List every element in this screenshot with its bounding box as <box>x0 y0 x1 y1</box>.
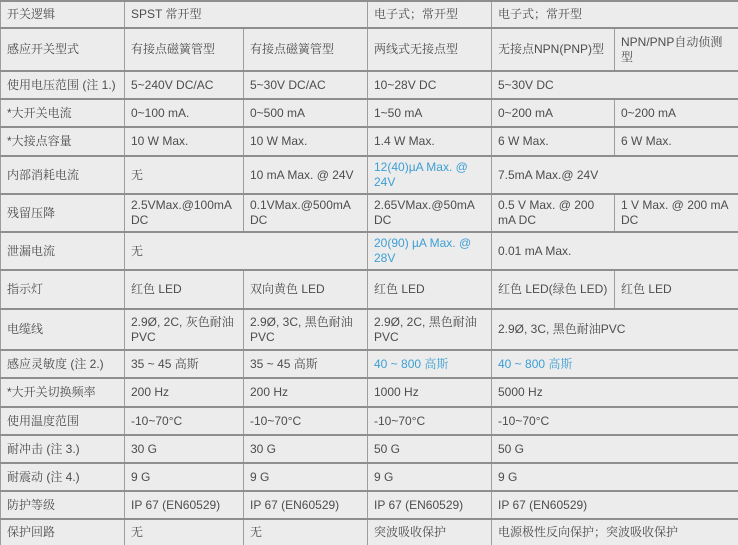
spec-cell: 2.9Ø, 2C, 黑色耐油PVC <box>368 309 492 350</box>
spec-cell: 5000 Hz <box>492 378 738 407</box>
spec-cell: 两线式无接点型 <box>368 28 492 71</box>
row-label: *大开关切换频率 <box>1 378 125 407</box>
spec-cell: 30 G <box>125 435 244 463</box>
spec-cell: 5~30V DC/AC <box>244 71 368 99</box>
spec-cell: 0~100 mA. <box>125 99 244 127</box>
spec-cell: 40 ~ 800 高斯 <box>492 350 738 378</box>
spec-cell: 1~50 mA <box>368 99 492 127</box>
row-label: 耐震动 (注 4.) <box>1 463 125 491</box>
spec-cell: 200 Hz <box>125 378 244 407</box>
spec-cell: 0~500 mA <box>244 99 368 127</box>
table-row <box>1 463 738 491</box>
table-row <box>1 491 738 519</box>
spec-cell: 0~200 mA <box>492 99 615 127</box>
spec-cell: 10~28V DC <box>368 71 492 99</box>
spec-cell: IP 67 (EN60529) <box>244 491 368 519</box>
spec-cell: 1 V Max. @ 200 mA DC <box>615 194 738 232</box>
table-row <box>1 378 738 407</box>
spec-cell: 200 Hz <box>244 378 368 407</box>
row-label: 使用温度范围 <box>1 407 125 435</box>
table-row <box>1 270 738 309</box>
spec-cell: 2.5VMax.@100mA DC <box>125 194 244 232</box>
table-row <box>1 28 738 71</box>
spec-cell: 0~200 mA <box>615 99 738 127</box>
spec-cell: 无 <box>125 156 244 194</box>
table-row <box>1 194 738 232</box>
spec-cell: 40 ~ 800 高斯 <box>368 350 492 378</box>
spec-cell: 电子式；常开型 <box>368 1 492 28</box>
table-row <box>1 309 738 350</box>
spec-table-body <box>1 1 738 545</box>
spec-cell: 1.4 W Max. <box>368 127 492 156</box>
spec-cell: IP 67 (EN60529) <box>368 491 492 519</box>
spec-cell: -10~70°C <box>125 407 244 435</box>
table-row <box>1 407 738 435</box>
spec-cell: 10 W Max. <box>125 127 244 156</box>
table-row <box>1 71 738 99</box>
spec-cell: 红色 LED <box>125 270 244 309</box>
spec-cell: 有接点磁簧管型 <box>125 28 244 71</box>
row-label: *大开关电流 <box>1 99 125 127</box>
table-row <box>1 232 738 270</box>
row-label: 泄漏电流 <box>1 232 125 270</box>
spec-cell: 10 mA Max. @ 24V <box>244 156 368 194</box>
spec-cell: 9 G <box>125 463 244 491</box>
spec-cell: 7.5mA Max.@ 24V <box>492 156 738 194</box>
spec-cell: 红色 LED <box>368 270 492 309</box>
spec-cell: 0.5 V Max. @ 200 mA DC <box>492 194 615 232</box>
spec-cell: 2.9Ø, 3C, 黑色耐油PVC <box>492 309 738 350</box>
table-row <box>1 127 738 156</box>
spec-cell: 2.9Ø, 3C, 黑色耐油 PVC <box>244 309 368 350</box>
spec-cell: 2.65VMax.@50mA DC <box>368 194 492 232</box>
row-label: 电缆线 <box>1 309 125 350</box>
spec-cell: -10~70°C <box>492 407 738 435</box>
spec-cell: IP 67 (EN60529) <box>492 491 738 519</box>
row-label: 使用电压范围 (注 1.) <box>1 71 125 99</box>
row-label: 防护等级 <box>1 491 125 519</box>
row-label: 内部消耗电流 <box>1 156 125 194</box>
row-label: 感应开关型式 <box>1 28 125 71</box>
table-row <box>1 1 738 28</box>
spec-cell: IP 67 (EN60529) <box>125 491 244 519</box>
spec-cell: 20(90) µA Max. @ 28V <box>368 232 492 270</box>
table-row <box>1 350 738 378</box>
spec-cell: 0.01 mA Max. <box>492 232 738 270</box>
spec-cell: 无 <box>125 519 244 545</box>
spec-cell: 9 G <box>492 463 738 491</box>
spec-cell: 突波吸收保护 <box>368 519 492 545</box>
spec-cell: 50 G <box>368 435 492 463</box>
spec-cell: 0.1VMax.@500mA DC <box>244 194 368 232</box>
spec-cell: 50 G <box>492 435 738 463</box>
spec-cell: 红色 LED(绿色 LED) <box>492 270 615 309</box>
spec-cell: 有接点磁簧管型 <box>244 28 368 71</box>
table-row <box>1 156 738 194</box>
spec-cell: 35 ~ 45 高斯 <box>125 350 244 378</box>
spec-cell: 10 W Max. <box>244 127 368 156</box>
row-label: 残留压降 <box>1 194 125 232</box>
spec-cell: 9 G <box>244 463 368 491</box>
spec-cell: 无 <box>125 232 368 270</box>
spec-cell: 无 <box>244 519 368 545</box>
spec-cell: 5~240V DC/AC <box>125 71 244 99</box>
spec-cell: 电子式；常开型 <box>492 1 738 28</box>
row-label: 感应灵敏度 (注 2.) <box>1 350 125 378</box>
spec-cell: 无接点NPN(PNP)型 <box>492 28 615 71</box>
spec-cell: -10~70°C <box>244 407 368 435</box>
spec-cell: 1000 Hz <box>368 378 492 407</box>
row-label: 开关逻辑 <box>1 1 125 28</box>
spec-cell: 红色 LED <box>615 270 738 309</box>
row-label: 耐冲击 (注 3.) <box>1 435 125 463</box>
table-row <box>1 435 738 463</box>
spec-cell: 6 W Max. <box>492 127 615 156</box>
spec-cell: -10~70°C <box>368 407 492 435</box>
table-row <box>1 519 738 545</box>
spec-cell: 5~30V DC <box>492 71 738 99</box>
row-label: *大接点容量 <box>1 127 125 156</box>
spec-cell: 35 ~ 45 高斯 <box>244 350 368 378</box>
spec-cell: 30 G <box>244 435 368 463</box>
row-label: 保护回路 <box>1 519 125 545</box>
table-row <box>1 99 738 127</box>
row-label: 指示灯 <box>1 270 125 309</box>
spec-cell: 电源极性反向保护；突波吸收保护 <box>492 519 738 545</box>
spec-cell: SPST 常开型 <box>125 1 368 28</box>
spec-cell: 6 W Max. <box>615 127 738 156</box>
spec-cell: 12(40)µA Max. @ 24V <box>368 156 492 194</box>
spec-cell: 2.9Ø, 2C, 灰色耐油 PVC <box>125 309 244 350</box>
spec-cell: 9 G <box>368 463 492 491</box>
spec-cell: 双向黄色 LED <box>244 270 368 309</box>
spec-cell: NPN/PNP自动侦测型 <box>615 28 738 71</box>
